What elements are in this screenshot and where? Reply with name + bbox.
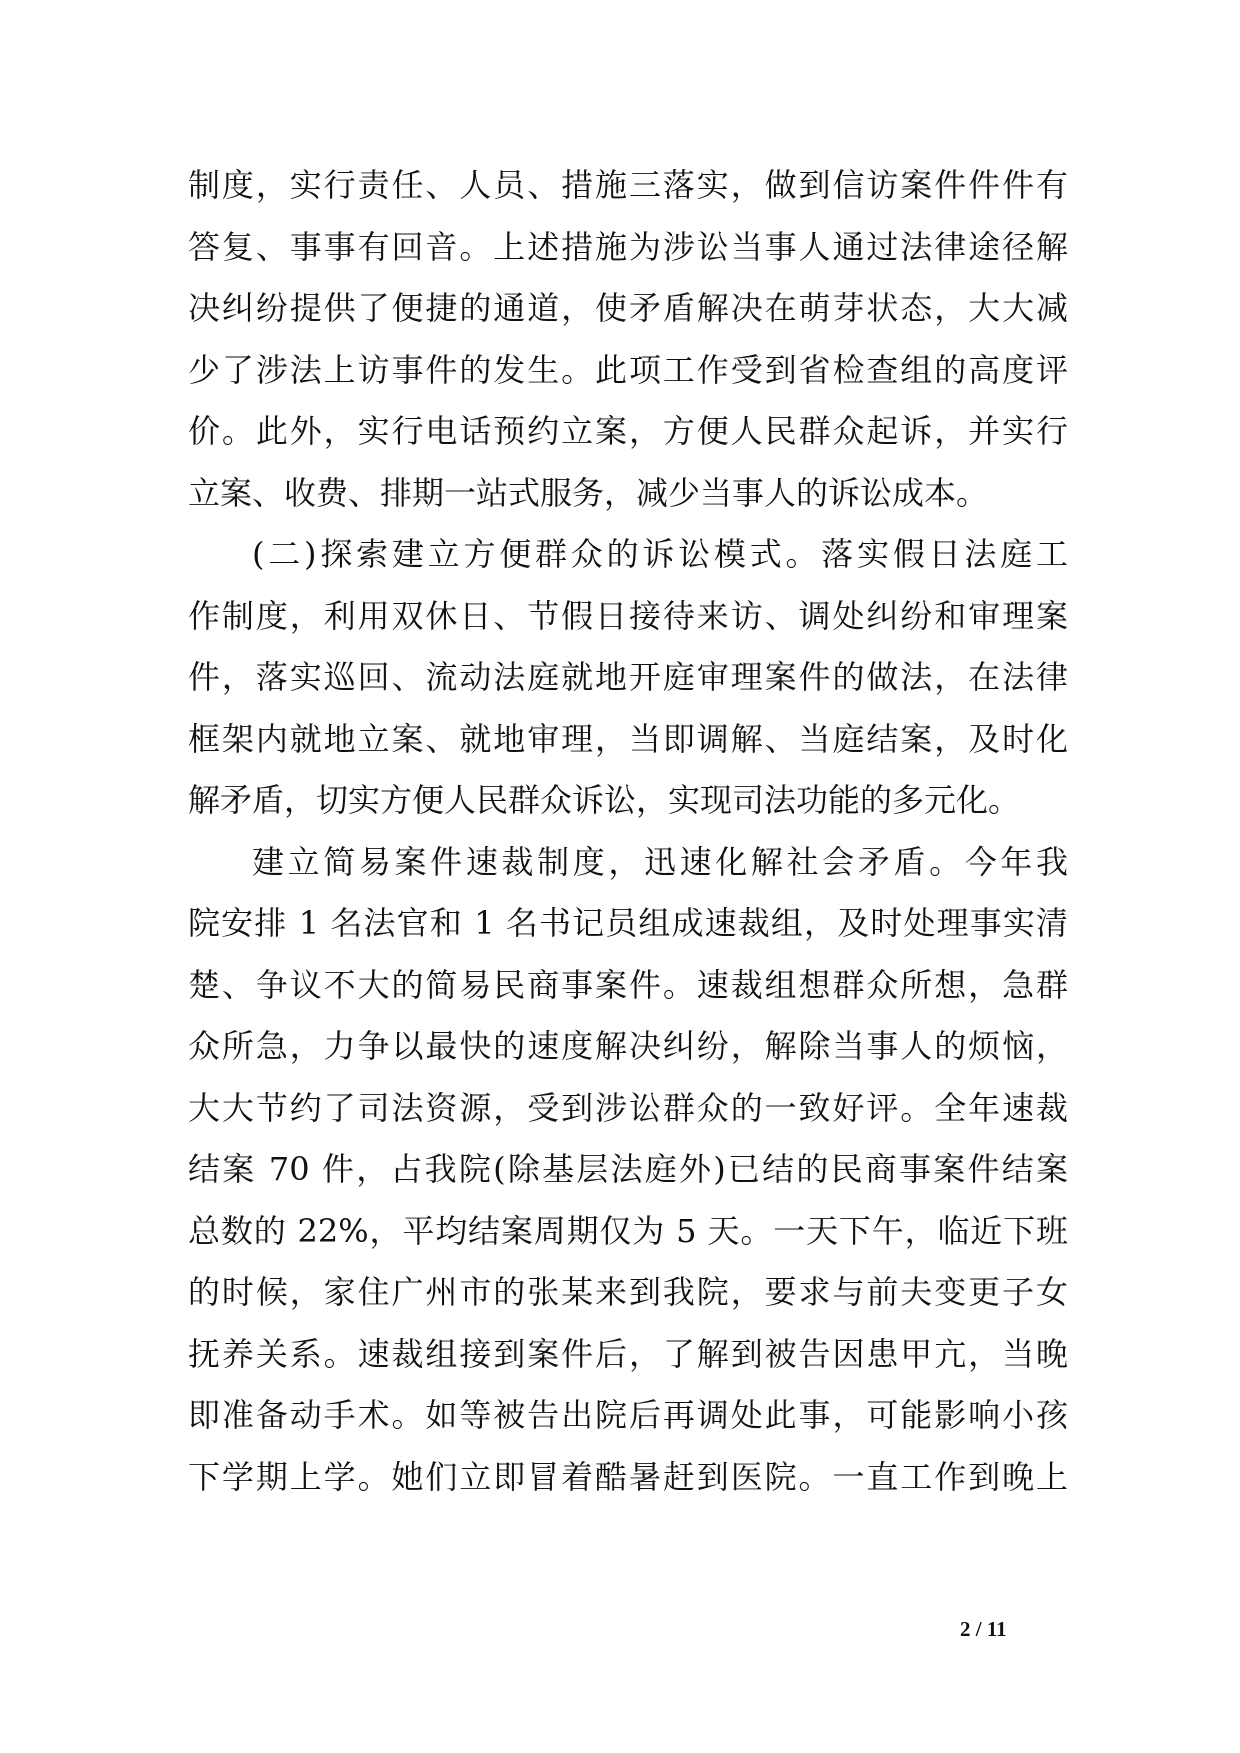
text-line: 下学期上学。她们立即冒着酷暑赶到医院。一直工作到晚上 bbox=[188, 1457, 1068, 1496]
text-line: 众所急，力争以最快的速度解决纠纷，解除当事人的烦恼， bbox=[188, 1027, 1068, 1065]
section-heading-line: (二)探索建立方便群众的诉讼模式。落实假日法庭工 bbox=[252, 535, 1068, 573]
text-line: 作制度，利用双休日、节假日接待来访、调处纠纷和审理案 bbox=[188, 596, 1068, 635]
text-line: 总数的 22%，平均结案周期仅为 5 天。一天下午，临近下班 bbox=[188, 1211, 1068, 1250]
text-line: 结案 70 件，占我院(除基层法庭外)已结的民商事案件结案 bbox=[188, 1150, 1068, 1188]
text-line: 答复、事事有回音。上述措施为涉讼当事人通过法律途径解 bbox=[188, 227, 1068, 266]
text-line: 少了涉法上访事件的发生。此项工作受到省检查组的高度评 bbox=[188, 350, 1068, 389]
text-line: 件，落实巡回、流动法庭就地开庭审理案件的做法，在法律 bbox=[188, 658, 1068, 696]
text-line: 的时候，家住广州市的张某来到我院，要求与前夫变更子女 bbox=[188, 1273, 1068, 1311]
text-line: 价。此外，实行电话预约立案，方便人民群众起诉，并实行 bbox=[188, 412, 1068, 450]
paragraph-start-line: 建立简易案件速裁制度，迅速化解社会矛盾。今年我 bbox=[252, 842, 1068, 881]
text-line: 抚养关系。速裁组接到案件后，了解到被告因患甲亢，当晚 bbox=[188, 1334, 1068, 1373]
text-line: 解矛盾，切实方便人民群众诉讼，实现司法功能的多元化。 bbox=[188, 781, 1021, 819]
text-line: 制度，实行责任、人员、措施三落实，做到信访案件件件有 bbox=[188, 166, 1068, 204]
text-line: 大大节约了司法资源，受到涉讼群众的一致好评。全年速裁 bbox=[188, 1088, 1068, 1127]
text-line: 楚、争议不大的简易民商事案件。速裁组想群众所想，急群 bbox=[188, 965, 1068, 1004]
text-line: 立案、收费、排期一站式服务，减少当事人的诉讼成本。 bbox=[188, 473, 989, 512]
text-line: 框架内就地立案、就地审理，当即调解、当庭结案，及时化 bbox=[188, 719, 1068, 758]
text-line: 决纠纷提供了便捷的通道，使矛盾解决在萌芽状态，大大减 bbox=[188, 289, 1068, 327]
text-line: 院安排 1 名法官和 1 名书记员组成速裁组，及时处理事实清 bbox=[188, 904, 1068, 942]
page-number: 2 / 11 bbox=[960, 1617, 1007, 1641]
text-line: 即准备动手术。如等被告出院后再调处此事，可能影响小孩 bbox=[188, 1396, 1068, 1434]
body-text bbox=[188, 155, 1068, 1508]
